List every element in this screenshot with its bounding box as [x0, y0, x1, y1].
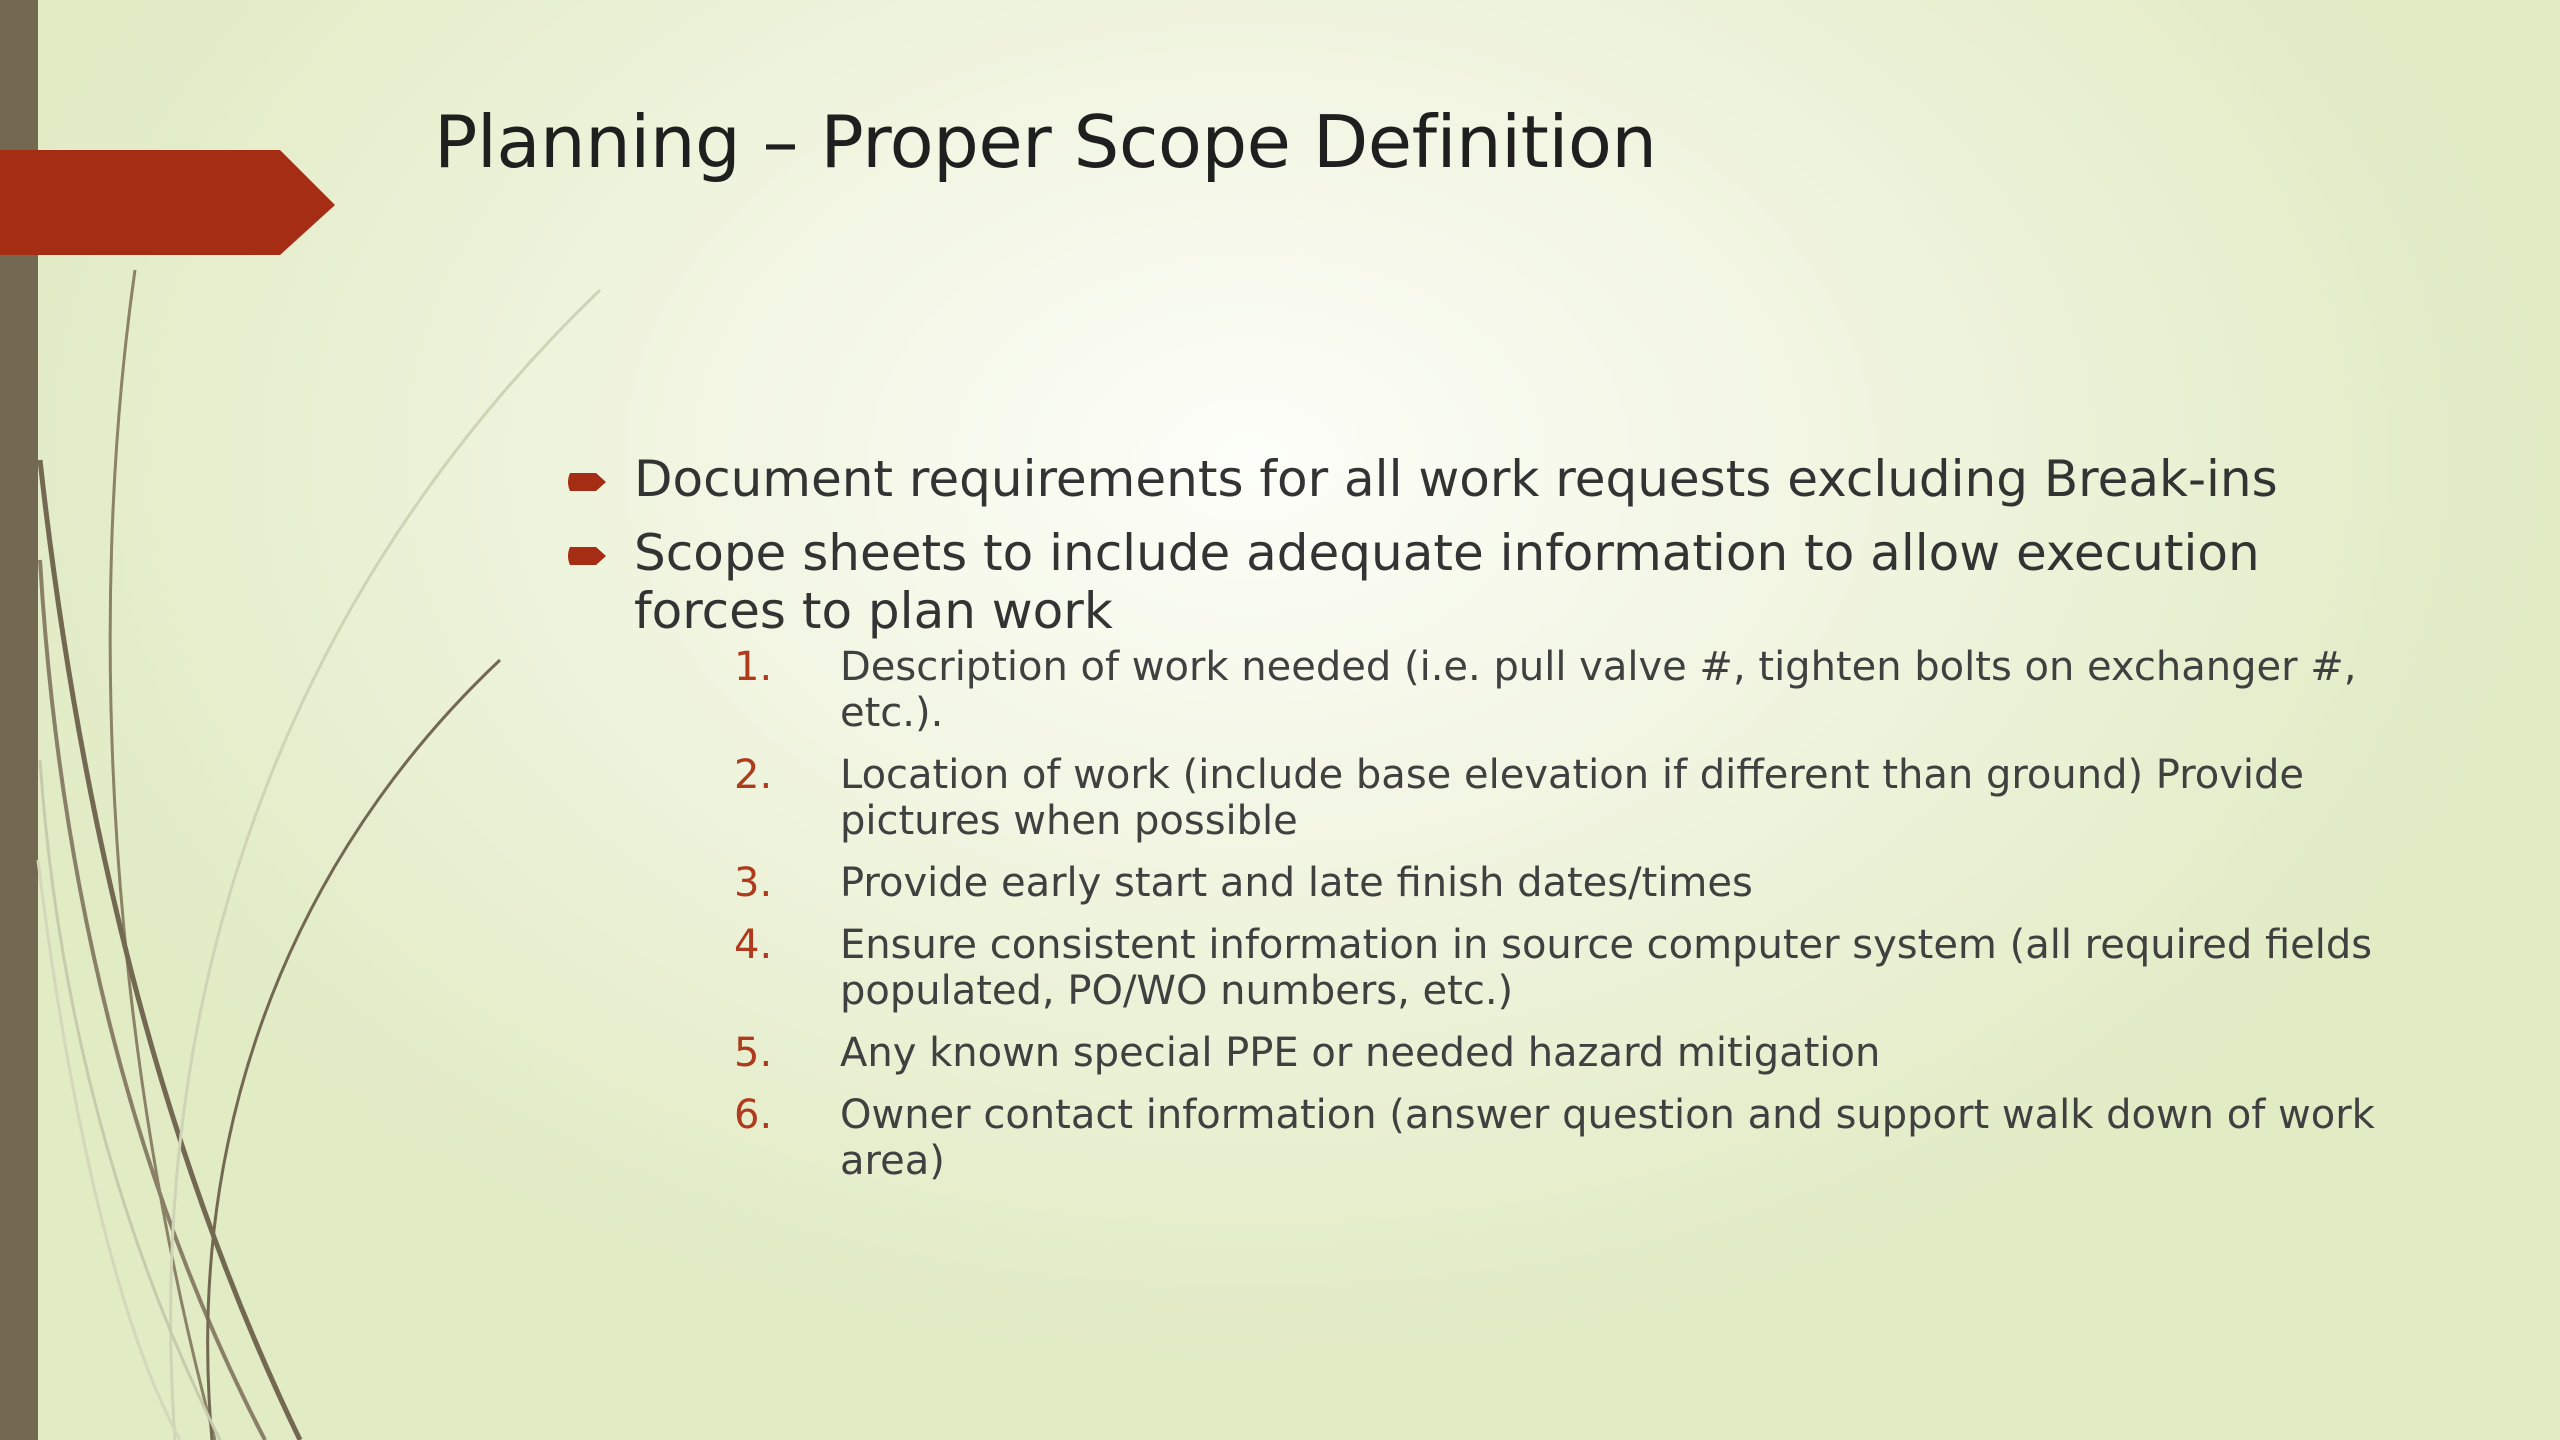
list-item [634, 1030, 2390, 1076]
list-item-text: Owner contact information (answer question and support walk down of work area) [840, 1092, 2375, 1184]
list-number: 1. [734, 644, 773, 690]
arrow-bullet-icon [566, 544, 610, 568]
list-item-text: Any known special PPE or needed hazard mitigation [840, 1030, 1881, 1076]
list-number: 4. [734, 922, 773, 968]
slide-title: Planning – Proper Scope Definition [434, 100, 1657, 184]
list-number: 6. [734, 1092, 773, 1138]
bullet-item [560, 524, 2390, 1184]
list-item [634, 752, 2390, 844]
arrow-bullet-icon [566, 470, 610, 494]
title-arrow-shape [0, 150, 340, 260]
list-number: 3. [734, 860, 773, 906]
numbered-list [634, 644, 2390, 1184]
list-item-text: Provide early start and late finish dates/times [840, 860, 1753, 906]
list-number: 2. [734, 752, 773, 798]
slide-content [560, 450, 2390, 1200]
bullet-item [560, 450, 2390, 508]
list-item [634, 644, 2390, 736]
list-item [634, 1092, 2390, 1184]
bullet-text: Document requirements for all work requests excluding Break-ins [634, 450, 2278, 508]
list-number: 5. [734, 1030, 773, 1076]
bullet-list [560, 450, 2390, 1184]
list-item [634, 922, 2390, 1014]
list-item-text: Location of work (include base elevation if different than ground) Provide pictures when possible [840, 752, 2305, 844]
bullet-text: Scope sheets to include adequate information to allow execution forces to plan work [634, 524, 2260, 640]
list-item-text: Description of work needed (i.e. pull valve #, tighten bolts on exchanger #, etc.). [840, 644, 2357, 736]
list-item-text: Ensure consistent information in source computer system (all required fields populated, PO/WO numbers, etc.) [840, 922, 2373, 1014]
list-item [634, 860, 2390, 906]
